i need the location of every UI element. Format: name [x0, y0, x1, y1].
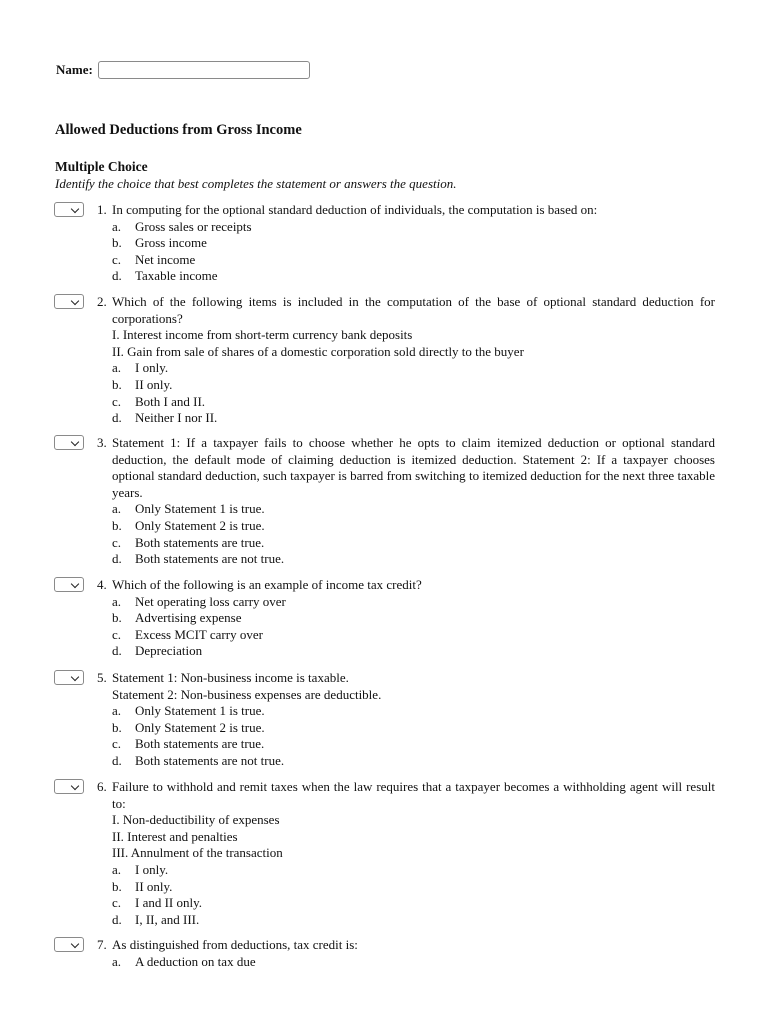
statement-line: II. Interest and penalties — [112, 828, 238, 844]
choice-letter: d. — [112, 752, 122, 768]
statement-line: II. Gain from sale of shares of a domestic corporation sold directly to the buyer — [112, 343, 524, 359]
chevron-down-icon — [71, 297, 79, 305]
choice-b — [112, 377, 715, 394]
question-text: Statement 1: If a taxpayer fails to choose whether he opts to claim itemized deduction or optional standard deduction, the default mode of claiming deduction is itemized deduction. Statement 2: If a taxpayer chooses optional standard deduction, such taxpayer is barred from switching to itemized deduction for the next three taxable years. — [112, 435, 715, 500]
choice-c — [112, 627, 715, 644]
chevron-down-icon — [71, 940, 79, 948]
question-7 — [54, 937, 715, 970]
choice-letter: a. — [112, 861, 122, 877]
choice-b — [112, 610, 715, 627]
choice-text: Net operating loss carry over — [135, 593, 286, 609]
choice-a — [112, 703, 715, 720]
statement-line: Statement 2: Non-business expenses are deductible. — [112, 686, 382, 702]
choice-d — [112, 753, 715, 770]
chevron-down-icon — [71, 438, 79, 446]
choice-text: Only Statement 1 is true. — [135, 501, 265, 517]
quiz-title: Allowed Deductions from Gross Income — [55, 122, 302, 138]
choice-text: I and II only. — [135, 895, 203, 911]
section-header — [55, 159, 456, 192]
choice-letter: d. — [112, 410, 122, 426]
question-number: 3. — [97, 435, 107, 450]
choice-text: Gross income — [135, 235, 207, 251]
choice-text: Taxable income — [135, 268, 218, 284]
choice-text: I, II, and III. — [135, 911, 200, 927]
choice-a — [112, 954, 715, 971]
choice-c — [112, 895, 715, 912]
question-number: 5. — [97, 670, 107, 685]
choice-b — [112, 879, 715, 896]
choice-d — [112, 268, 715, 285]
choice-a — [112, 594, 715, 611]
question-5 — [54, 670, 715, 770]
choice-letter: b. — [112, 517, 122, 533]
choice-text: Net income — [135, 251, 196, 267]
choice-d — [112, 912, 715, 929]
choice-b — [112, 235, 715, 252]
choice-letter: d. — [112, 551, 122, 567]
answer-dropdown-6[interactable] — [54, 779, 84, 794]
choice-letter: d. — [112, 643, 122, 659]
choice-text: Both I and II. — [135, 393, 206, 409]
choice-text: I only. — [135, 360, 169, 376]
choice-letter: b. — [112, 878, 122, 894]
choice-letter: c. — [112, 534, 122, 550]
choice-letter: a. — [112, 360, 122, 376]
choice-letter: c. — [112, 393, 122, 409]
chevron-down-icon — [71, 673, 79, 681]
choice-text: Both statements are not true. — [135, 752, 285, 768]
choice-letter: c. — [112, 736, 122, 752]
question-number: 7. — [97, 937, 107, 952]
question-6 — [54, 779, 715, 928]
choice-text: Both statements are true. — [135, 534, 265, 550]
choice-c — [112, 736, 715, 753]
statement-line: I. Interest income from short-term currency bank deposits — [112, 327, 413, 343]
choice-letter: a. — [112, 218, 122, 234]
choice-d — [112, 410, 715, 427]
choice-letter: a. — [112, 593, 122, 609]
chevron-down-icon — [71, 205, 79, 213]
question-2 — [54, 294, 715, 427]
answer-dropdown-5[interactable] — [54, 670, 84, 685]
choice-text: Both statements are true. — [135, 736, 265, 752]
choice-letter: b. — [112, 610, 122, 626]
choice-c — [112, 535, 715, 552]
chevron-down-icon — [71, 782, 79, 790]
choice-a — [112, 862, 715, 879]
choice-b — [112, 720, 715, 737]
question-number: 2. — [97, 294, 107, 309]
question-text: As distinguished from deductions, tax credit is: — [112, 937, 358, 952]
choice-letter: c. — [112, 895, 122, 911]
choice-letter: c. — [112, 626, 122, 642]
question-4 — [54, 577, 715, 660]
answer-dropdown-3[interactable] — [54, 435, 84, 450]
name-label: Name: — [56, 62, 93, 77]
name-field[interactable] — [98, 61, 310, 79]
choice-text: Gross sales or receipts — [135, 218, 252, 234]
section-title: Multiple Choice — [55, 159, 148, 174]
question-text: Failure to withhold and remit taxes when the law requires that a taxpayer becomes a withholding agent will result to: — [112, 779, 715, 811]
question-number: 6. — [97, 779, 107, 794]
answer-dropdown-4[interactable] — [54, 577, 84, 592]
choice-a — [112, 501, 715, 518]
choice-text: Only Statement 2 is true. — [135, 517, 265, 533]
choice-text: I only. — [135, 861, 169, 877]
question-text: Statement 1: Non-business income is taxable. — [112, 670, 349, 685]
question-1 — [54, 202, 715, 285]
choice-text: Both statements are not true. — [135, 551, 285, 567]
section-instruction: Identify the choice that best completes the statement or answers the question. — [55, 176, 457, 191]
choice-letter: d. — [112, 268, 122, 284]
choice-d — [112, 551, 715, 568]
question-text: Which of the following is an example of income tax credit? — [112, 577, 422, 592]
choice-letter: a. — [112, 953, 122, 969]
choice-c — [112, 252, 715, 269]
statement-line: I. Non-deductibility of expenses — [112, 812, 280, 828]
choice-text: Advertising expense — [135, 610, 242, 626]
choice-text: Excess MCIT carry over — [135, 626, 263, 642]
choice-text: II only. — [135, 878, 173, 894]
choice-text: A deduction on tax due — [135, 953, 256, 969]
choice-letter: b. — [112, 235, 122, 251]
answer-dropdown-2[interactable] — [54, 294, 84, 309]
choice-letter: d. — [112, 911, 122, 927]
question-text: Which of the following items is included in the computation of the base of optional standard deduction for corporations? — [112, 294, 715, 326]
choice-letter: b. — [112, 719, 122, 735]
name-row — [56, 61, 310, 79]
choice-a — [112, 219, 715, 236]
statement-line: III. Annulment of the transaction — [112, 845, 283, 861]
choice-letter: b. — [112, 376, 122, 392]
answer-dropdown-1[interactable] — [54, 202, 84, 217]
choice-letter: c. — [112, 251, 122, 267]
choice-text: II only. — [135, 376, 173, 392]
choice-b — [112, 518, 715, 535]
question-number: 4. — [97, 577, 107, 592]
choice-letter: a. — [112, 501, 122, 517]
question-number: 1. — [97, 202, 107, 217]
choice-c — [112, 394, 715, 411]
choice-text: Only Statement 1 is true. — [135, 703, 265, 719]
choice-text: Only Statement 2 is true. — [135, 719, 265, 735]
choice-text: Depreciation — [135, 643, 203, 659]
chevron-down-icon — [71, 580, 79, 588]
question-text: In computing for the optional standard deduction of individuals, the computation is based on: — [112, 202, 598, 217]
question-3 — [54, 435, 715, 568]
choice-a — [112, 360, 715, 377]
choice-d — [112, 643, 715, 660]
choice-letter: a. — [112, 703, 122, 719]
choice-text: Neither I nor II. — [135, 410, 218, 426]
answer-dropdown-7[interactable] — [54, 937, 84, 952]
